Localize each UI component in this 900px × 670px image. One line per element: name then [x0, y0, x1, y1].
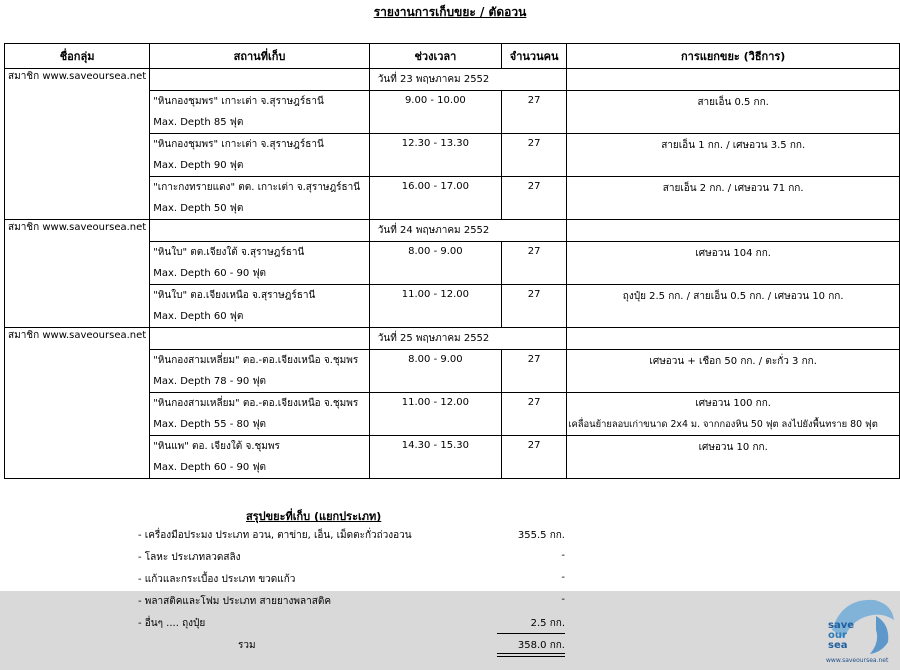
group-date: วันที่ 24 พฤษภาคม 2552 — [369, 220, 567, 242]
footer-band — [0, 591, 900, 670]
max-depth: Max. Depth 60 - 90 ฟุต — [150, 263, 370, 285]
people-cell: 27 — [501, 393, 566, 436]
group-date: วันที่ 25 พฤษภาคม 2552 — [369, 328, 567, 350]
method-cell: เศษอวน + เชือก 50 กก. / ตะกั่ว 3 กก. — [567, 350, 900, 393]
group-name: สมาชิก www.saveoursea.net — [5, 328, 150, 479]
place-name: "หินแพ" ตอ. เจียงใต้ จ.ชุมพร — [150, 436, 370, 458]
summary-item-label: - พลาสติคและโฟม ประเภท สายยางพลาสติค — [138, 596, 332, 607]
time-cell: 12.30 - 13.30 — [369, 134, 501, 177]
blank-cell — [150, 220, 370, 242]
place-name: "หินกองชุมพร" เกาะเต่า จ.สุราษฎร์ธานี — [150, 91, 370, 113]
time-cell: 11.00 - 12.00 — [369, 285, 501, 328]
max-depth: Max. Depth 60 - 90 ฟุต — [150, 457, 370, 479]
summary-item-label: - เครื่องมือประมง ประเภท อวน, ตาข่าย, เอ็น, เม็ดตะกั่วถ่วงอวน — [138, 530, 412, 541]
method-cell: เศษอวน 10 กก. — [567, 436, 900, 479]
header-time: ช่วงเวลา — [369, 44, 501, 69]
double-rule-top — [497, 653, 565, 654]
logo-text-3: sea — [828, 640, 848, 651]
people-cell: 27 — [501, 177, 566, 220]
header-people: จำนวนคน — [501, 44, 566, 69]
people-cell: 27 — [501, 285, 566, 328]
time-cell: 14.30 - 15.30 — [369, 436, 501, 479]
place-name: "หินใบ" ตต.เจียงใต้ จ.สุราษฎร์ธานี — [150, 242, 370, 264]
group-date-row — [5, 328, 900, 350]
people-cell: 27 — [501, 436, 566, 479]
double-rule-bottom — [497, 656, 565, 657]
method-cell: สายเอ็น 2 กก. / เศษอวน 71 กก. — [567, 177, 900, 220]
summary-total-label: รวม — [238, 640, 256, 651]
group-date: วันที่ 23 พฤษภาคม 2552 — [369, 69, 567, 91]
group-name: สมาชิก www.saveoursea.net — [5, 220, 150, 328]
saveoursea-logo — [822, 590, 898, 666]
place-name: "หินกองสามเหลี่ยม" ตอ.-ตอ.เจียงเหนือ จ.ชุมพร — [150, 350, 370, 372]
time-cell: 9.00 - 10.00 — [369, 91, 501, 134]
people-cell: 27 — [501, 91, 566, 134]
blank-cell — [567, 69, 900, 91]
place-name: "หินกองสามเหลี่ยม" ตอ.-ตอ.เจียงเหนือ จ.ชุมพร — [150, 393, 370, 415]
summary-item-label: - อื่นๆ .... ถุงปุ๋ย — [138, 618, 206, 629]
max-depth: Max. Depth 60 ฟุต — [150, 306, 370, 328]
header-place: สถานที่เก็บ — [150, 44, 370, 69]
blank-cell — [150, 69, 370, 91]
summary-item-value: 355.5 กก. — [517, 530, 565, 541]
logo-text-1: save — [828, 620, 855, 631]
method-cell: สายเอ็น 0.5 กก. — [567, 91, 900, 134]
people-cell: 27 — [501, 242, 566, 285]
max-depth: Max. Depth 55 - 80 ฟุต — [150, 414, 370, 436]
table-header-row — [5, 44, 900, 69]
place-name: "หินใบ" ตอ.เจียงเหนือ จ.สุราษฎร์ธานี — [150, 285, 370, 307]
total-rule — [497, 633, 565, 634]
summary-total-value: 358.0 กก. — [517, 640, 565, 651]
method-cell: เศษอวน 100 กก. — [567, 393, 900, 415]
time-cell: 16.00 - 17.00 — [369, 177, 501, 220]
method-note: เคลื่อนย้ายลอบเก่าขนาด 2x4 ม. จากกองหิน 50 ฟุต ลงไปยังพื้นทราย 80 ฟุต — [567, 414, 900, 436]
logo-url: www.saveoursea.net — [826, 657, 889, 664]
header-method: การแยกขยะ (วิธีการ) — [567, 44, 900, 69]
report-title: รายงานการเก็บขยะ / ตัดอวน — [373, 5, 527, 19]
time-cell: 8.00 - 9.00 — [369, 242, 501, 285]
place-name: "เกาะกงทรายแดง" ตต. เกาะเต่า จ.สุราษฎร์ธานี — [150, 177, 370, 199]
blank-cell — [150, 328, 370, 350]
summary-item-value: - — [561, 550, 565, 561]
logo-text-2: our — [828, 630, 847, 641]
method-cell: สายเอ็น 1 กก. / เศษอวน 3.5 กก. — [567, 134, 900, 177]
summary-item-label: - โลหะ ประเภทลวดสลิง — [138, 552, 241, 563]
max-depth: Max. Depth 50 ฟุต — [150, 198, 370, 220]
method-cell: ถุงปุ๋ย 2.5 กก. / สายเอ็น 0.5 กก. / เศษอวน 10 กก. — [567, 285, 900, 328]
max-depth: Max. Depth 78 - 90 ฟุต — [150, 371, 370, 393]
summary-item-value: - — [561, 572, 565, 583]
max-depth: Max. Depth 90 ฟุต — [150, 155, 370, 177]
summary-title: สรุปขยะที่เก็บ (แยกประเภท) — [246, 510, 382, 523]
people-cell: 27 — [501, 134, 566, 177]
summary-item-label: - แก้วและกระเบื้อง ประเภท ขวดแก้ว — [138, 574, 296, 585]
group-name: สมาชิก www.saveoursea.net — [5, 69, 150, 220]
people-cell: 27 — [501, 350, 566, 393]
group-date-row — [5, 220, 900, 242]
time-cell: 8.00 - 9.00 — [369, 350, 501, 393]
summary-item-value: 2.5 กก. — [530, 618, 565, 629]
blank-cell — [567, 328, 900, 350]
max-depth: Max. Depth 85 ฟุต — [150, 112, 370, 134]
method-cell: เศษอวน 104 กก. — [567, 242, 900, 285]
blank-cell — [567, 220, 900, 242]
report-table — [4, 43, 900, 479]
header-group: ชื่อกลุ่ม — [5, 44, 150, 69]
group-date-row — [5, 69, 900, 91]
summary-item-value: - — [561, 594, 565, 605]
time-cell: 11.00 - 12.00 — [369, 393, 501, 436]
place-name: "หินกองชุมพร" เกาะเต่า จ.สุราษฎร์ธานี — [150, 134, 370, 156]
